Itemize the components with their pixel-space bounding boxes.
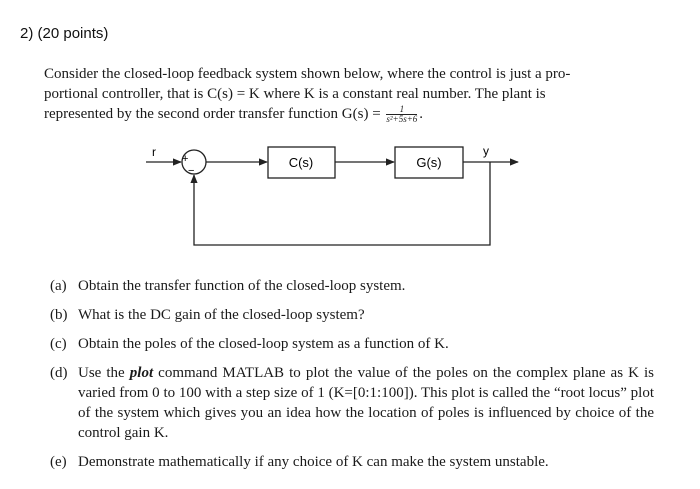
block-diagram [0, 140, 700, 252]
intro-line-2: portional controller, that is C(s) = K where K is a constant real number. The plant is [44, 86, 546, 102]
question-text [78, 363, 654, 443]
tf-numerator: 1 [386, 105, 417, 115]
question-item [50, 305, 654, 325]
transfer-function-fraction [386, 105, 417, 124]
question-item [50, 276, 654, 296]
question-letter: (c) [50, 336, 67, 352]
question-letter: (a) [50, 278, 67, 294]
question-emphasis: plot [129, 365, 154, 381]
question-text: Obtain the poles of the closed-loop system as a function of K. [78, 336, 449, 352]
summing-plus-sign: + [182, 153, 189, 165]
output-label: y [483, 144, 489, 158]
question-text: Demonstrate mathematically if any choice of K can make the system unstable. [78, 454, 549, 470]
question-text-pre: Use the [78, 365, 130, 381]
intro-line-3 [44, 104, 654, 124]
problem-intro [44, 64, 654, 124]
question-letter: (b) [50, 307, 68, 323]
summing-minus-sign: − [188, 165, 195, 177]
question-item [50, 363, 654, 443]
problem-heading: 2) (20 points) [20, 25, 109, 42]
controller-label: C(s) [288, 155, 314, 170]
intro-line-3-prefix: represented by the second order transfer function G(s) = [44, 106, 381, 122]
question-item [50, 452, 654, 472]
input-label: r [152, 145, 156, 159]
plant-label: G(s) [416, 155, 442, 170]
question-text-rest: command MATLAB to plot the value of the poles on the complex plane as K is varied from 0 to 100 with a step size of 1 (K=[0:1:100]). This plot is called the “root locus” plot of the system which gives you an idea how the location of poles is influenced by choice of the control gain K. [78, 365, 655, 441]
question-text: What is the DC gain of the closed-loop system? [78, 307, 365, 323]
question-list [50, 276, 654, 481]
question-text: Obtain the transfer function of the closed-loop system. [78, 278, 406, 294]
question-item [50, 334, 654, 354]
question-letter: (d) [50, 365, 68, 381]
tf-denominator: s²+5s+6 [386, 114, 418, 125]
intro-line-1: Consider the closed-loop feedback system shown below, where the control is just a pro- [44, 66, 571, 82]
intro-line-3-suffix: . [419, 106, 424, 122]
question-letter: (e) [50, 454, 67, 470]
